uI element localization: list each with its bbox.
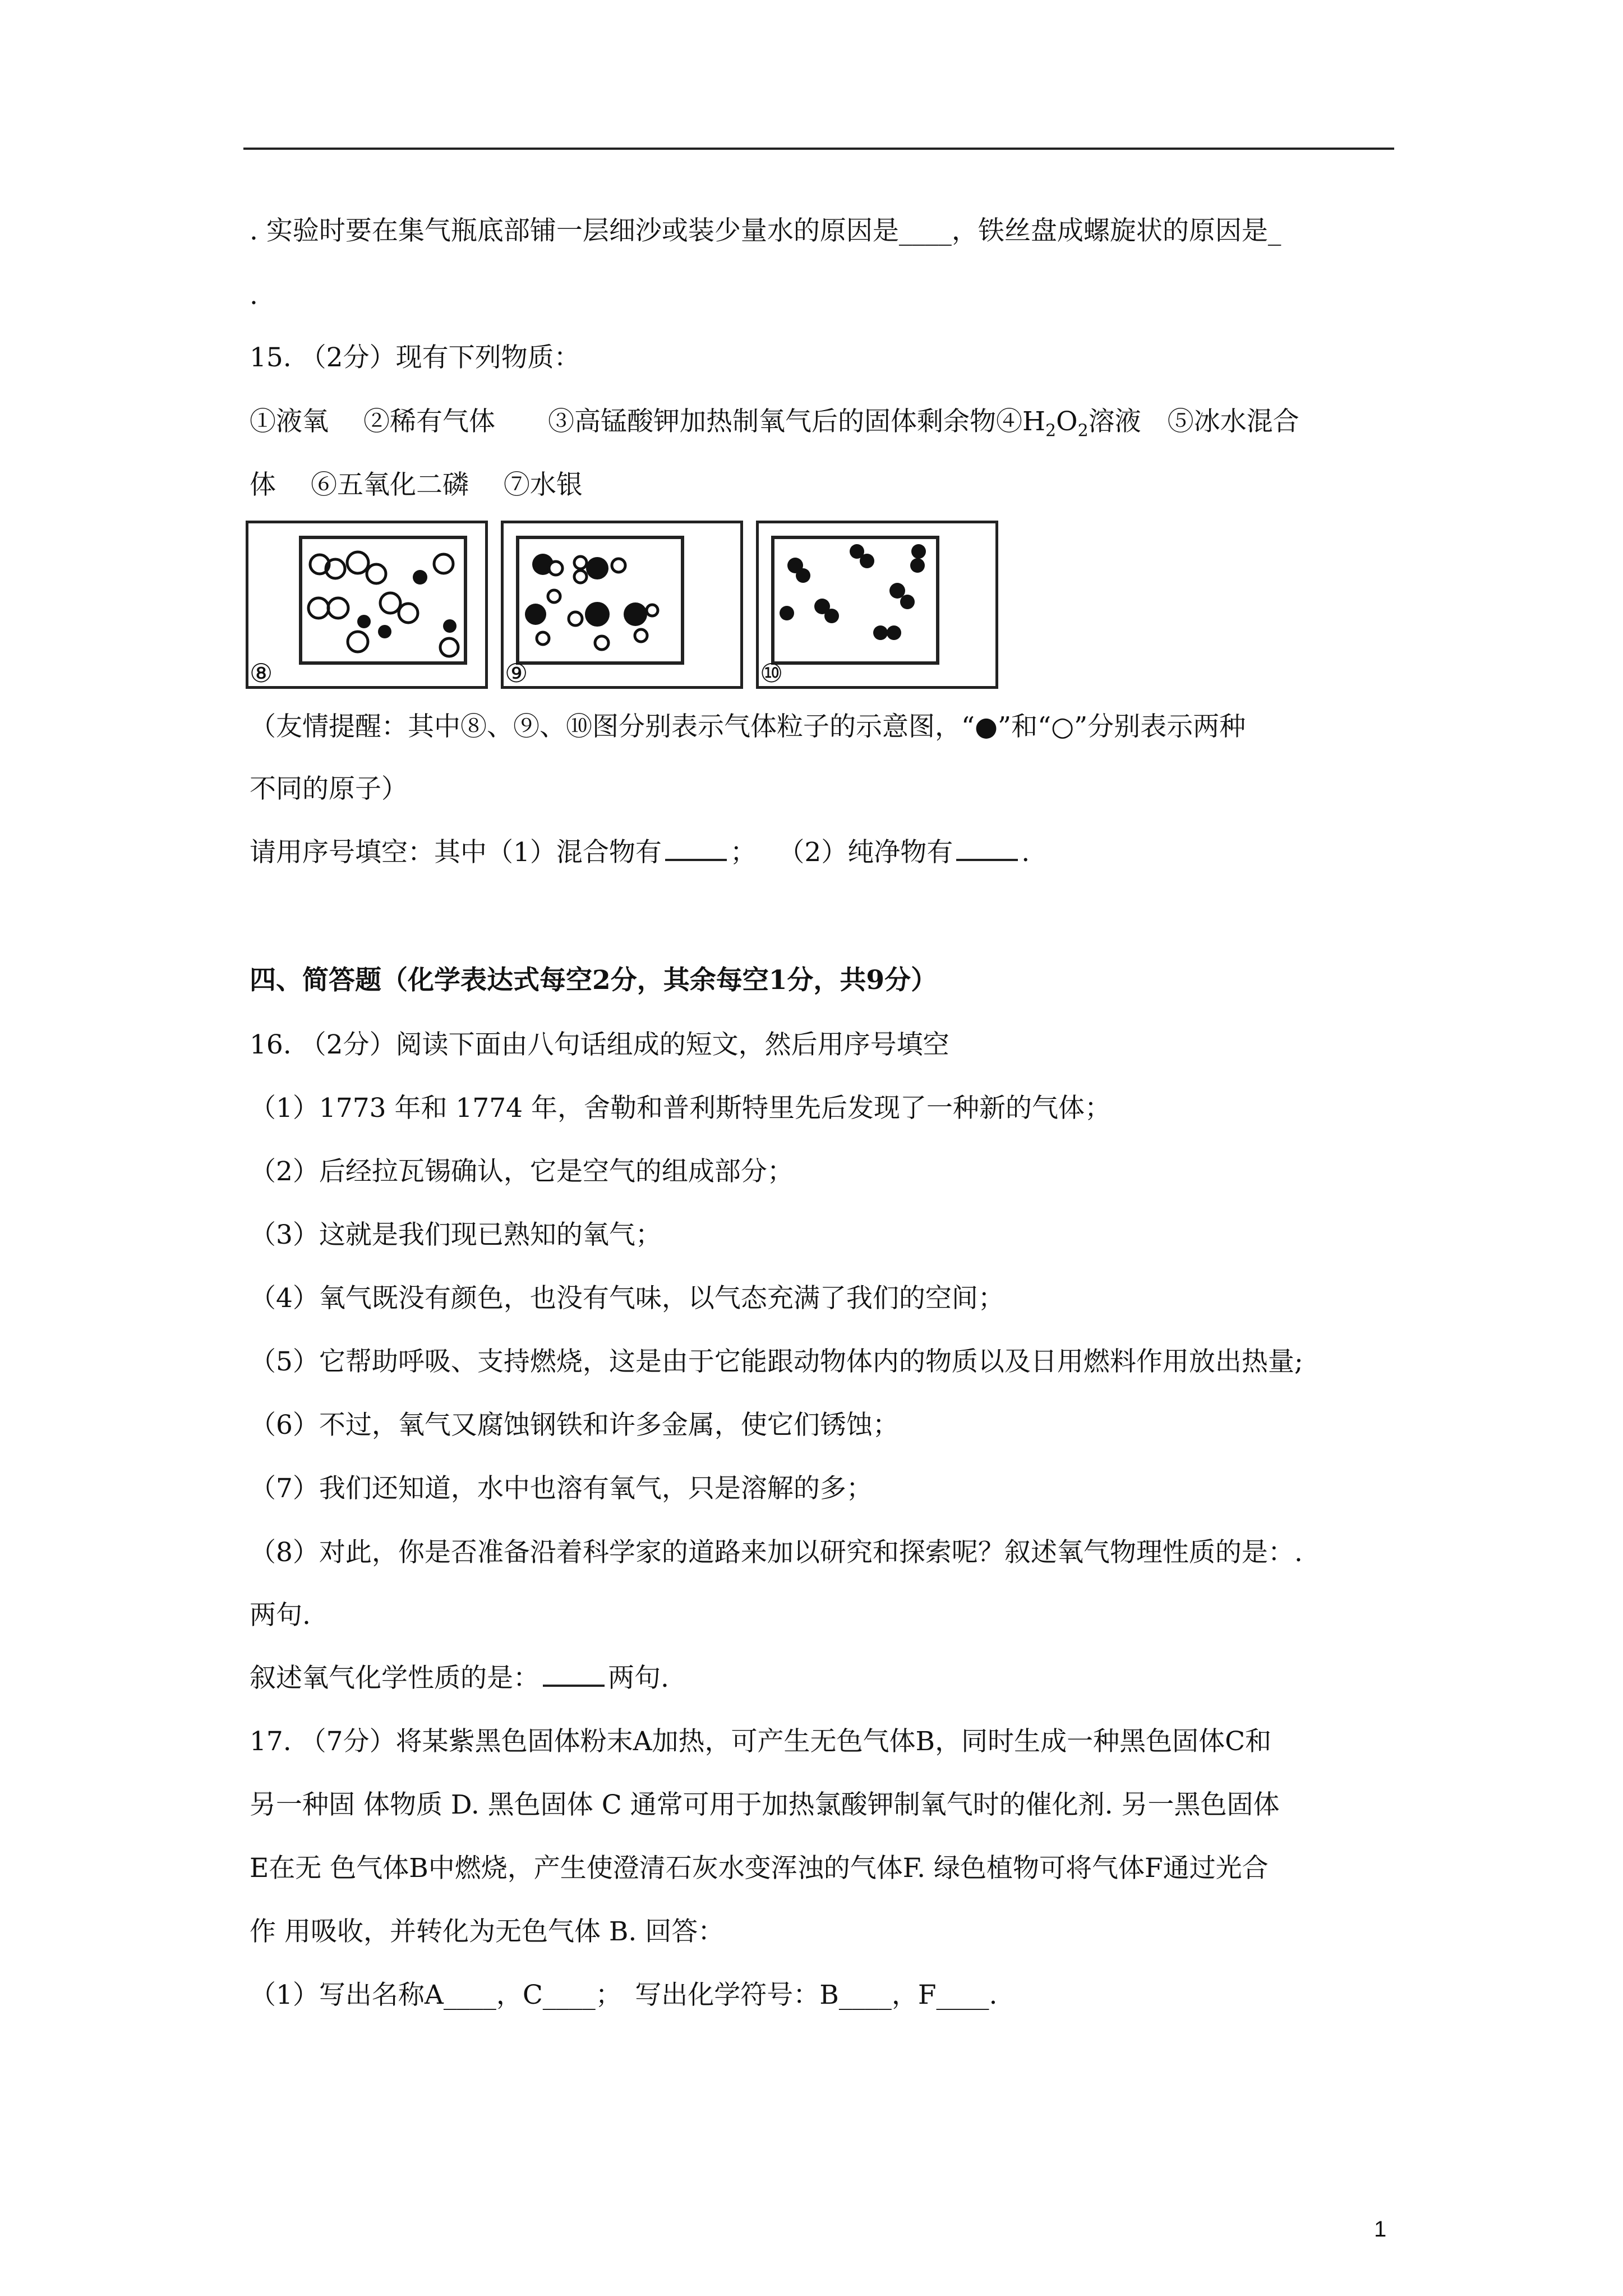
figure-8-label: ⑧	[250, 658, 273, 688]
q16-sentence-8: （8）对此，你是否准备沿着科学家的道路来加以研究和探索呢？叙述氧气物理性质的是：.	[250, 1537, 1303, 1568]
particle-figures	[246, 521, 1031, 689]
figure-10-particles	[756, 521, 998, 689]
q16-sentence-2: （2）后经拉瓦锡确认，它是空气的组成部分；	[250, 1156, 794, 1187]
q16-title: 16. （2分）阅读下面由八句话组成的短文，然后用序号填空	[250, 1029, 949, 1060]
q15-note-line2: 不同的原子）	[250, 774, 408, 804]
q15-title: 15. （2分）现有下列物质：	[250, 342, 580, 373]
q17-line1: 17. （7分）将某紫黑色固体粉末A加热，可产生无色气体B，同时生成一种黑色固体C和	[250, 1726, 1272, 1757]
section-4-heading: 四、简答题（化学表达式每空2分，其余每空1分，共9分）	[250, 965, 938, 996]
pure-substances-answer-blank[interactable]	[956, 836, 1018, 861]
chemical-properties-answer-blank[interactable]	[543, 1662, 605, 1687]
figure-8	[246, 521, 488, 689]
q17-line4: 作 用吸收，并转化为无色气体 B. 回答：	[250, 1916, 725, 1947]
figure-9	[501, 521, 743, 689]
q15-note-line1: （友情提醒：其中⑧、⑨、⑩图分别表示气体粒子的示意图，“●”和“○”分别表示两种	[250, 711, 1246, 742]
q16-sentence-8-cont: 两句.	[250, 1600, 311, 1631]
figure-9-particles	[501, 521, 743, 689]
q17-line2: 另一种固 体物质 D. 黑色固体 C 通常可用于加热氯酸钾制氧气时的催化剂. 另一黑色固体	[250, 1789, 1280, 1820]
header-rule	[243, 148, 1394, 150]
q16-sentence-5: （5）它帮助呼吸、支持燃烧，这是由于它能跟动物体内的物质以及日用燃料作用放出热量;	[250, 1346, 1303, 1377]
figure-9-label: ⑨	[505, 658, 528, 688]
q15-substances-line1: ①液氧 ②稀有气体 ③高锰酸钾加热制氧气后的固体剩余物$④H_2O_2$溶液 ⑤冰水混合	[250, 406, 1299, 441]
figure-10	[756, 521, 998, 689]
q14-continuation-line2: .	[250, 280, 258, 311]
q16-sentence-4: （4）氧气既没有颜色，也没有气味，以气态充满了我们的空间；	[250, 1283, 1004, 1314]
page-number: 1	[1374, 2217, 1387, 2242]
figure-10-label: ⑩	[760, 658, 783, 688]
q15-fill-in: 请用序号填空：其中（1）混合物有 ； （2）纯净物有 .	[250, 837, 1030, 868]
q17-line3: E在无 色气体B中燃烧，产生使澄清石灰水变浑浊的气体F. 绿色植物可将气体F通过光合	[250, 1853, 1269, 1884]
q16-sentence-3: （3）这就是我们现已熟知的氧气；	[250, 1220, 662, 1250]
q16-sentence-7: （7）我们还知道，水中也溶有氧气，只是溶解的多；	[250, 1473, 873, 1504]
q17-line5: （1）写出名称A____，C____； 写出化学符号：B____，F____.	[250, 1980, 998, 2010]
q16-chemical-properties: 叙述氧气化学性质的是： 两句.	[250, 1663, 669, 1694]
q15-substances-line2: 体 ⑥五氧化二磷 ⑦水银	[250, 470, 583, 500]
figure-8-particles	[246, 521, 488, 689]
q14-continuation-line1: . 实验时要在集气瓶底部铺一层细沙或装少量水的原因是____，铁丝盘成螺旋状的原因是_	[250, 215, 1281, 246]
q16-sentence-6: （6）不过，氧气又腐蚀钢铁和许多金属，使它们锈蚀；	[250, 1410, 899, 1441]
mixtures-answer-blank[interactable]	[665, 836, 727, 861]
q16-sentence-1: （1）1773 年和 1774 年，舍勒和普利斯特里先后发现了一种新的气体；	[250, 1093, 1111, 1124]
